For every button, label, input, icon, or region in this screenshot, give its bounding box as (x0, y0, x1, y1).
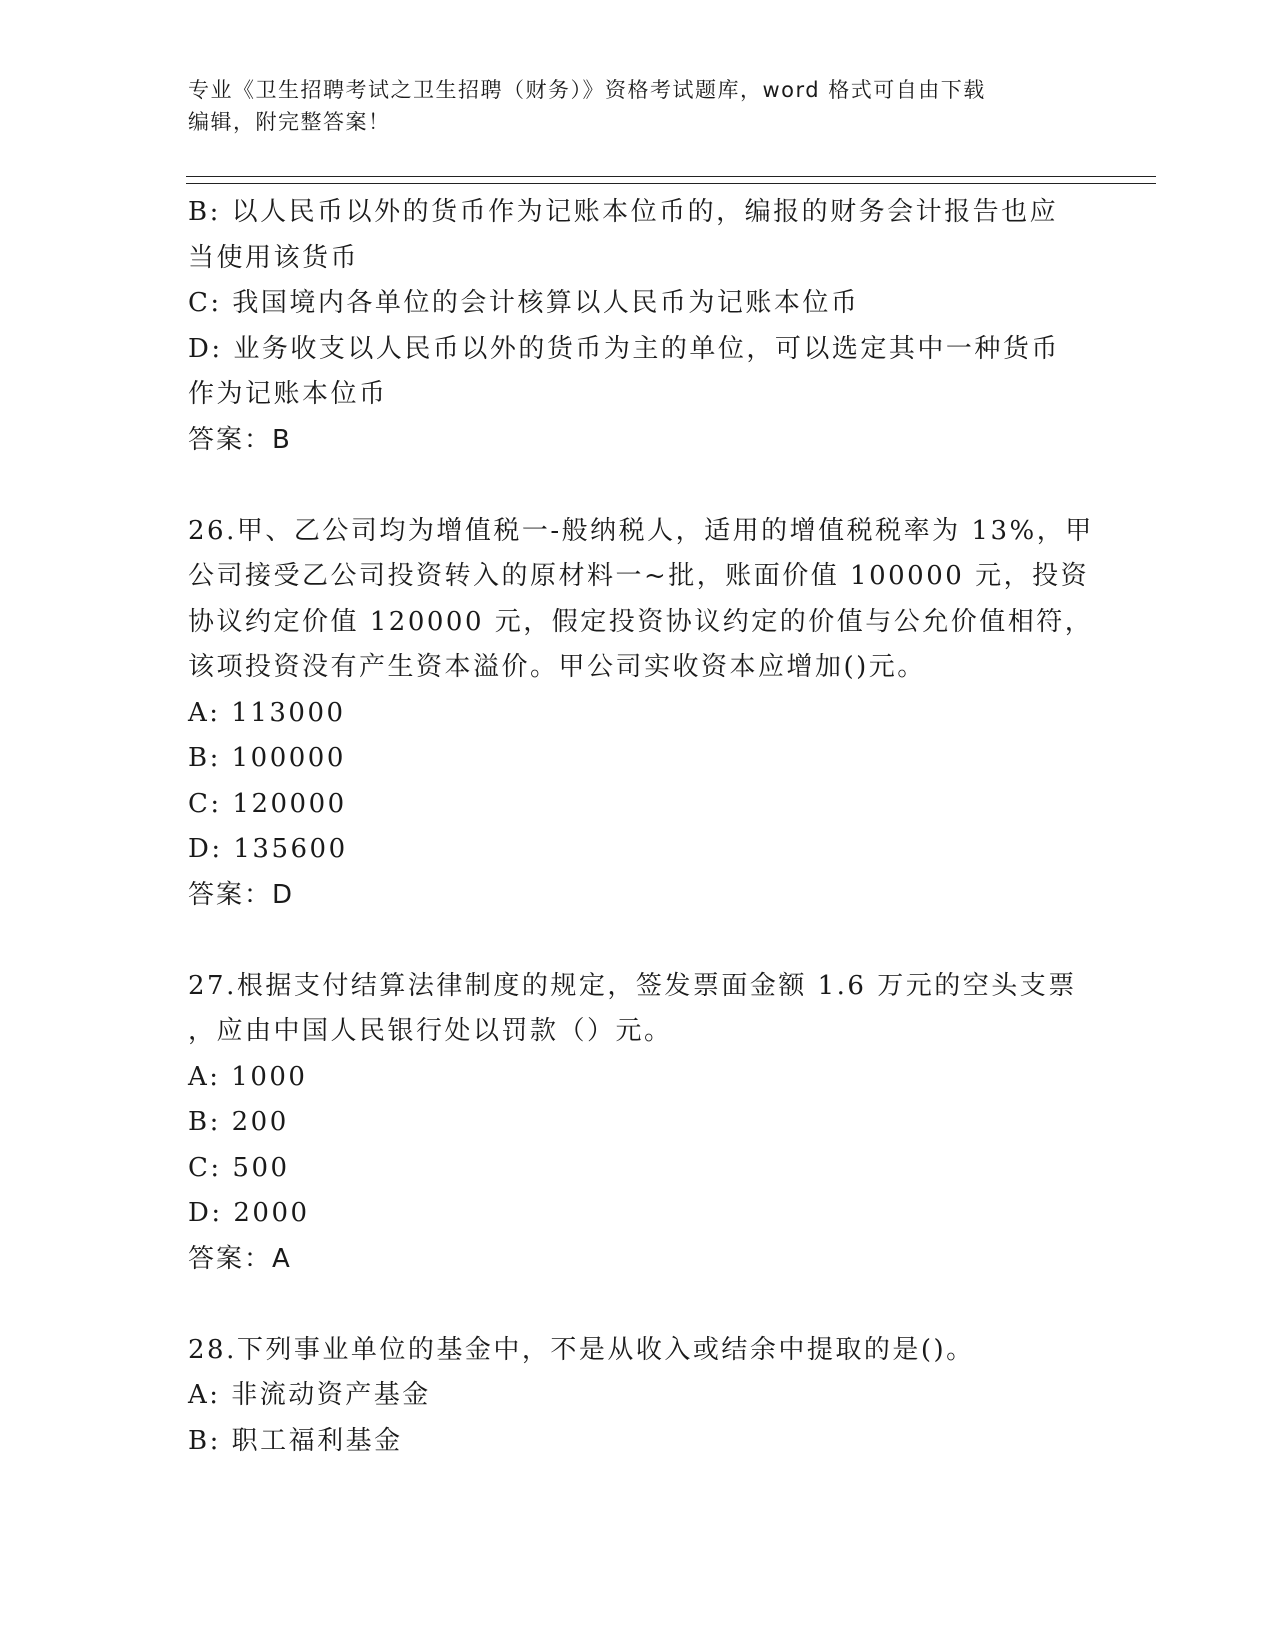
spacer (188, 918, 1088, 964)
question-28-line-1: 28.下列事业单位的基金中，不是从收入或结余中提取的是()。 (188, 1334, 975, 1365)
previous-question (188, 190, 1088, 463)
option-c: C: 120000 (188, 788, 347, 819)
answer: 答案：A (188, 1243, 292, 1274)
spacer (188, 463, 1088, 509)
question-26-line-2: 公司接受乙公司投资转入的原材料一~批，账面价值 100000 元，投资 (188, 561, 1090, 591)
option-d-line-1: D: 业务收支以人民币以外的货币为主的单位，可以选定其中一种货币 (188, 333, 1060, 364)
document-header (188, 74, 1088, 138)
option-d: D: 135600 (188, 834, 348, 864)
question-27-line-1: 27.根据支付结算法律制度的规定，签发票面金额 1.6 万元的空头支票 (188, 970, 1077, 1001)
answer: 答案：D (188, 879, 295, 910)
header-divider-top (186, 176, 1156, 177)
option-b: B: 100000 (188, 743, 346, 773)
option-b: B: 职工福利基金 (188, 1425, 403, 1456)
question-28 (188, 1328, 1088, 1465)
header-line-2: 编辑，附完整答案！ (188, 110, 391, 134)
question-26-line-1: 26.甲、乙公司均为增值税一-般纳税人，适用的增值税税率为 13%，甲 (188, 515, 1094, 546)
option-a: A: 1000 (188, 1061, 308, 1092)
option-b-line-2: 当使用该货币 (188, 242, 360, 273)
option-c: C: 500 (188, 1152, 290, 1183)
option-a: A: 非流动资产基金 (188, 1380, 431, 1410)
option-c: C: 我国境内各单位的会计核算以人民币为记账本位币 (188, 288, 860, 318)
option-b: B: 200 (188, 1107, 289, 1137)
option-d: D: 2000 (188, 1198, 310, 1228)
question-26-line-3: 协议约定价值 120000 元，假定投资协议约定的价值与公允价值相符， (188, 606, 1094, 637)
option-a: A: 113000 (188, 697, 346, 728)
document-body (188, 190, 1094, 1464)
header-line-1: 专业《卫生招聘考试之卫生招聘（财务）》资格考试题库，word 格式可自由下载 (188, 78, 986, 102)
question-26 (188, 509, 1094, 919)
option-b-line-1: B: 以人民币以外的货币作为记账本位币的，编报的财务会计报告也应 (188, 197, 1059, 227)
option-d-line-2: 作为记账本位币 (188, 379, 388, 409)
spacer (188, 1282, 1088, 1328)
header-divider-bottom (186, 183, 1156, 184)
question-27 (188, 964, 1088, 1283)
answer: 答案：B (188, 424, 292, 455)
question-26-line-4: 该项投资没有产生资本溢价。甲公司实收资本应增加()元。 (188, 652, 926, 682)
question-27-line-2: ，应由中国人民银行处以罚款（）元。 (188, 1016, 673, 1046)
